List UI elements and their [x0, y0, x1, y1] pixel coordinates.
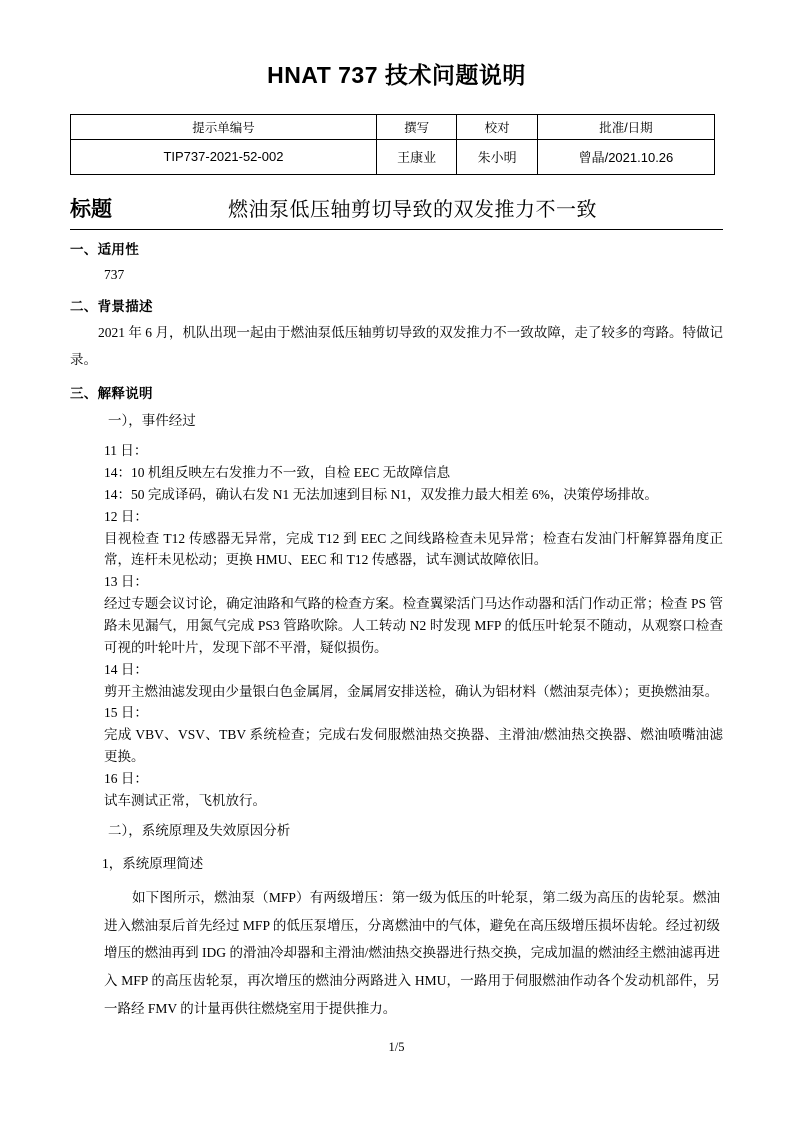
document-title: HNAT 737 技术问题说明: [267, 62, 526, 88]
event-timeline: [70, 440, 723, 812]
title-divider: [70, 229, 723, 230]
page-footer: 1/5: [388, 1040, 405, 1054]
subject-title-text: 燃油泵低压轴剪切导致的双发推力不一致: [228, 198, 597, 221]
timeline-entry: 经过专题会议讨论，确定油路和气路的检查方案。检查翼梁活门马达作动器和活门作动正常；检查 PS 管路未见漏气，用氮气完成 PS3 管路吹除。人工转动 N2 时发现 MFP 的低压叶轮泵不随动，从观察口检查可视的叶轮叶片，发现下部不平滑，疑似损伤。: [104, 596, 723, 655]
applicability-body: 737: [104, 266, 125, 282]
table-value-row: [71, 139, 715, 174]
subsection-heading-principle-summary: 1，系统原理简述: [102, 856, 204, 872]
table-cell-approver-date: 曾晶/2021.10.26: [537, 139, 714, 174]
timeline-date: 14 日：: [104, 661, 148, 677]
table-header-reviewer: 校对: [457, 114, 538, 139]
subject-title-label: 标题: [70, 196, 112, 221]
timeline-entry: 14：10 机组反映左右发推力不一致，自检 EEC 无故障信息: [104, 464, 451, 480]
table-cell-author: 王康业: [376, 139, 457, 174]
section-heading-background: 二、背景描述: [70, 298, 153, 314]
table-header-approver-date: 批准/日期: [537, 114, 714, 139]
principle-paragraph: 如下图所示，燃油泵（MFP）有两级增压：第一级为低压的叶轮泵，第二级为高压的齿轮泵。燃油进入燃油泵后首先经过 MFP 的低压泵增压，分离燃油中的气体，避免在高压级增压损坏齿轮。经过初级增压的燃油再到 IDG 的滑油冷却器和主滑油/燃油热交换器进行热交换，完成加温的燃油经主燃油滤再进入 MFP 的高压齿轮泵，再次增压的燃油分两路进入 HMU，一路用于伺服燃油作动各个发动机部件，另一路经 FMV 的计量再供往燃烧室用于提供推力。: [104, 889, 720, 1016]
table-header-doc-number: 提示单编号: [71, 114, 377, 139]
timeline-entry: 目视检查 T12 传感器无异常，完成 T12 到 EEC 之间线路检查未见异常；检查右发油门杆解算器角度正常，连杆未见松动；更换 HMU、EEC 和 T12 传感器，试车测试故障依旧。: [104, 530, 723, 568]
section-heading-applicability: 一、适用性: [70, 241, 139, 257]
timeline-date: 15 日：: [104, 705, 148, 721]
timeline-entry: 剪开主燃油滤发现由少量银白色金属屑，金属屑安排送检，确认为铝材料（燃油泵壳体）；更换燃油泵。: [104, 683, 719, 699]
timeline-entry: 14：50 完成译码，确认右发 N1 无法加速到目标 N1，双发推力最大相差 6%，决策停场排故。: [104, 486, 658, 502]
subsection-heading-principle-analysis: 二），系统原理及失效原因分析: [108, 822, 291, 838]
timeline-date: 12 日：: [104, 508, 148, 524]
timeline-date: 13 日：: [104, 574, 148, 590]
info-table: [70, 114, 715, 175]
subsection-heading-event-sequence: 一），事件经过: [108, 412, 196, 428]
subject-title-row: [70, 193, 723, 225]
table-header-row: [71, 114, 715, 139]
section-heading-explanation: 三、解释说明: [70, 385, 153, 401]
timeline-date: 16 日：: [104, 771, 148, 786]
background-body: 2021 年 6 月，机队出现一起由于燃油泵低压轴剪切导致的双发推力不一致故障，走了较多的弯路。特做记录。: [70, 324, 723, 367]
timeline-entry: 完成 VBV、VSV、TBV 系统检查；完成右发伺服燃油热交换器、主滑油/燃油热交换器、燃油喷嘴油滤更换。: [104, 727, 723, 765]
timeline-date: 11 日：: [104, 443, 148, 459]
table-cell-reviewer: 朱小明: [457, 139, 538, 174]
table-header-author: 撰写: [376, 114, 457, 139]
timeline-entry: 试车测试正常，飞机放行。: [104, 792, 266, 808]
table-cell-doc-number: TIP737-2021-52-002: [71, 139, 377, 174]
